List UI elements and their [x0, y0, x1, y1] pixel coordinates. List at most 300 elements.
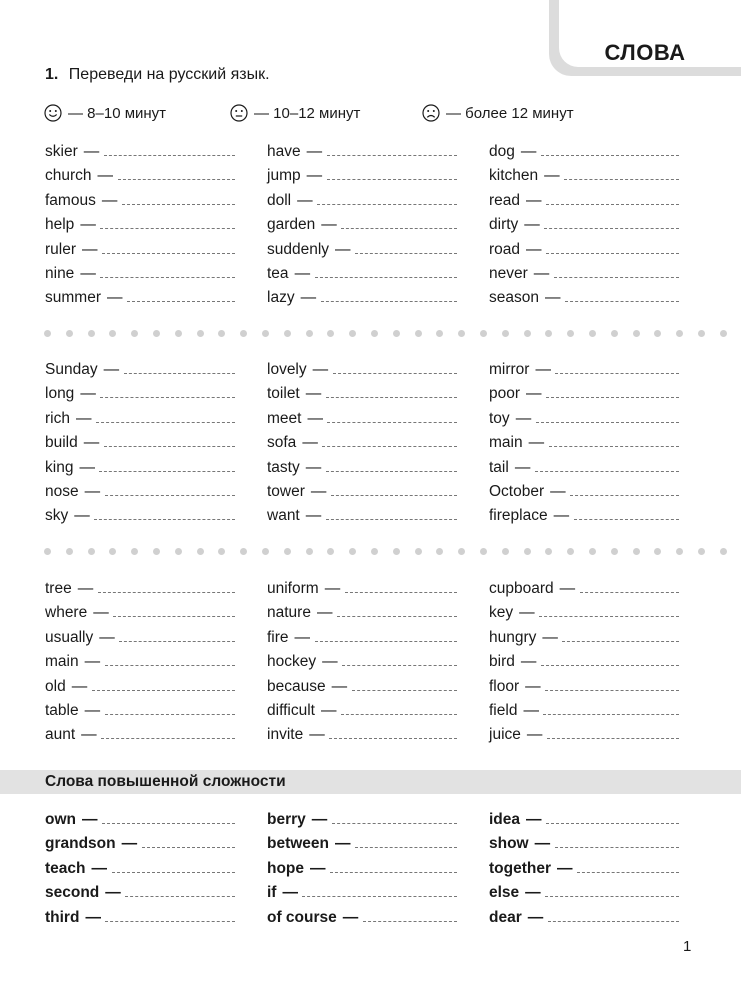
- separator-dot: [44, 548, 51, 555]
- smile-icon: [44, 104, 62, 122]
- answer-blank-line[interactable]: [327, 422, 457, 423]
- dotted-separator: [44, 548, 741, 556]
- word-dash: —: [514, 458, 531, 476]
- separator-dot: [131, 548, 138, 555]
- word-entry: [489, 167, 560, 185]
- word-entry: [489, 580, 575, 598]
- answer-blank-line[interactable]: [104, 155, 235, 156]
- english-word: season: [489, 289, 539, 307]
- word-entry: [45, 361, 119, 379]
- word-entry: [45, 265, 96, 283]
- separator-dot: [720, 548, 727, 555]
- answer-blank-line[interactable]: [355, 253, 457, 254]
- english-word: church: [45, 167, 92, 185]
- english-word: grandson: [45, 835, 116, 853]
- english-word: between: [267, 835, 330, 853]
- word-entry: [267, 361, 328, 379]
- task-number: 1.: [45, 66, 59, 83]
- answer-blank-line[interactable]: [100, 397, 235, 398]
- word-dash: —: [82, 811, 98, 828]
- word-entry: [45, 909, 101, 927]
- word-dash: —: [77, 580, 94, 597]
- separator-dot: [66, 330, 73, 337]
- english-word: if: [267, 884, 277, 902]
- english-word: main: [45, 653, 79, 671]
- separator-dot: [502, 330, 509, 337]
- english-word: where: [45, 604, 88, 622]
- english-word: own: [45, 811, 76, 828]
- word-entry: [45, 860, 107, 878]
- english-word: meet: [267, 409, 302, 427]
- word-entry: [45, 702, 100, 720]
- answer-blank-line[interactable]: [544, 228, 679, 229]
- word-entry: [45, 483, 100, 501]
- answer-blank-line[interactable]: [321, 301, 457, 302]
- english-word: summer: [45, 289, 101, 307]
- word-entry: [45, 434, 99, 452]
- word-dash: —: [311, 811, 328, 828]
- english-word: idea: [489, 811, 521, 828]
- answer-blank-line[interactable]: [326, 471, 457, 472]
- english-word: juice: [489, 726, 521, 744]
- english-word: kitchen: [489, 167, 539, 185]
- english-word: nose: [45, 483, 79, 500]
- timing-item: [422, 104, 574, 122]
- answer-blank-line[interactable]: [541, 155, 679, 156]
- separator-dot: [284, 330, 291, 337]
- separator-dot: [654, 548, 661, 555]
- word-entry: [489, 678, 541, 696]
- separator-dot: [327, 330, 334, 337]
- separator-dot: [218, 330, 225, 337]
- answer-blank-line[interactable]: [122, 204, 235, 205]
- answer-blank-line[interactable]: [101, 738, 235, 739]
- answer-blank-line[interactable]: [543, 714, 679, 715]
- word-entry: [489, 702, 539, 720]
- word-entry: [489, 216, 540, 234]
- timing-text: — более 12 минут: [446, 104, 574, 122]
- answer-blank-line[interactable]: [546, 253, 679, 254]
- word-dash: —: [80, 265, 96, 282]
- english-word: else: [489, 884, 520, 902]
- answer-blank-line[interactable]: [330, 872, 457, 873]
- answer-blank-line[interactable]: [574, 519, 679, 520]
- answer-blank-line[interactable]: [105, 495, 235, 496]
- separator-dot: [676, 330, 683, 337]
- answer-blank-line[interactable]: [329, 738, 457, 739]
- word-entry: [267, 434, 318, 452]
- word-dash: —: [99, 628, 115, 646]
- separator-dot: [654, 330, 661, 337]
- separator-dot: [175, 548, 182, 555]
- answer-blank-line[interactable]: [315, 277, 457, 278]
- word-dash: —: [528, 434, 545, 452]
- word-dash: —: [300, 289, 317, 307]
- answer-blank-line[interactable]: [124, 373, 235, 374]
- word-entry: [489, 811, 542, 829]
- word-dash: —: [535, 361, 551, 378]
- english-word: suddenly: [267, 240, 330, 258]
- answer-blank-line[interactable]: [113, 616, 235, 617]
- answer-blank-line[interactable]: [577, 872, 679, 873]
- separator-dot: [262, 548, 269, 555]
- word-dash: —: [519, 604, 535, 622]
- answer-blank-line[interactable]: [92, 690, 235, 691]
- english-word: hockey: [267, 653, 317, 671]
- english-word: difficult: [267, 702, 315, 719]
- english-word: hungry: [489, 628, 537, 646]
- answer-blank-line[interactable]: [341, 228, 457, 229]
- separator-dot: [415, 330, 422, 337]
- word-entry: [45, 726, 97, 744]
- word-entry: [267, 507, 321, 525]
- word-dash: —: [83, 143, 100, 160]
- answer-blank-line[interactable]: [549, 446, 679, 447]
- separator-dot: [371, 330, 378, 337]
- answer-blank-line[interactable]: [342, 665, 457, 666]
- english-word: nature: [267, 604, 311, 622]
- answer-blank-line[interactable]: [539, 616, 679, 617]
- word-dash: —: [305, 385, 322, 403]
- separator-dot: [611, 548, 618, 555]
- answer-blank-line[interactable]: [99, 471, 235, 472]
- answer-blank-line[interactable]: [118, 179, 235, 180]
- word-dash: —: [525, 884, 541, 902]
- answer-blank-line[interactable]: [541, 665, 679, 666]
- word-entry: [267, 265, 310, 283]
- english-word: have: [267, 143, 301, 160]
- separator-dot: [502, 548, 509, 555]
- answer-blank-line[interactable]: [125, 896, 235, 897]
- english-word: old: [45, 677, 66, 695]
- word-dash: —: [93, 604, 109, 622]
- word-dash: —: [83, 434, 100, 452]
- word-dash: —: [97, 167, 114, 185]
- answer-blank-line[interactable]: [142, 847, 235, 848]
- word-entry: [489, 459, 530, 477]
- answer-blank-line[interactable]: [345, 592, 457, 593]
- word-dash: —: [316, 604, 333, 622]
- english-word: skier: [45, 143, 78, 160]
- word-entry: [267, 410, 323, 428]
- word-dash: —: [553, 507, 570, 525]
- word-entry: [45, 192, 117, 210]
- separator-dot: [676, 548, 683, 555]
- english-word: of course: [267, 908, 337, 926]
- separator-dot: [371, 548, 378, 555]
- word-dash: —: [557, 859, 573, 877]
- answer-blank-line[interactable]: [565, 301, 679, 302]
- word-entry: [45, 289, 122, 307]
- english-word: table: [45, 702, 79, 719]
- answer-blank-line[interactable]: [545, 690, 679, 691]
- english-word: tree: [45, 580, 72, 597]
- word-dash: —: [71, 677, 88, 695]
- word-dash: —: [524, 216, 540, 234]
- answer-blank-line[interactable]: [548, 921, 679, 922]
- english-word: jump: [267, 167, 301, 185]
- answer-blank-line[interactable]: [546, 823, 679, 824]
- word-dash: —: [82, 240, 98, 258]
- answer-blank-line[interactable]: [96, 422, 235, 423]
- separator-dot: [458, 330, 465, 337]
- word-dash: —: [306, 167, 323, 185]
- english-word: berry: [267, 811, 306, 828]
- frown-icon: [422, 104, 440, 122]
- word-entry: [267, 192, 313, 210]
- word-dash: —: [302, 434, 318, 452]
- word-entry: [45, 884, 121, 902]
- word-dash: —: [75, 409, 92, 427]
- separator-dot: [545, 330, 552, 337]
- word-entry: [267, 678, 347, 696]
- word-entry: [489, 909, 543, 927]
- separator-dot: [480, 330, 487, 337]
- answer-blank-line[interactable]: [545, 896, 679, 897]
- separator-dot: [415, 548, 422, 555]
- answer-blank-line[interactable]: [564, 179, 679, 180]
- word-entry: [45, 629, 115, 647]
- word-entry: [489, 483, 566, 501]
- answer-blank-line[interactable]: [341, 714, 457, 715]
- answer-blank-line[interactable]: [317, 204, 457, 205]
- word-entry: [267, 884, 298, 902]
- word-entry: [489, 884, 541, 902]
- word-entry: [45, 678, 87, 696]
- answer-blank-line[interactable]: [104, 446, 235, 447]
- english-word: toilet: [267, 385, 300, 403]
- english-word: read: [489, 191, 521, 209]
- separator-dot: [131, 330, 138, 337]
- answer-blank-line[interactable]: [554, 277, 679, 278]
- word-dash: —: [282, 884, 298, 902]
- english-word: fire: [267, 628, 289, 646]
- word-entry: [489, 289, 560, 307]
- english-word: floor: [489, 677, 520, 695]
- word-entry: [489, 653, 536, 671]
- separator-dot: [306, 330, 313, 337]
- english-word: want: [267, 507, 300, 525]
- english-word: ruler: [45, 240, 77, 258]
- word-entry: [45, 216, 96, 234]
- answer-blank-line[interactable]: [327, 179, 457, 180]
- separator-dot: [88, 548, 95, 555]
- word-dash: —: [310, 483, 327, 500]
- answer-blank-line[interactable]: [352, 690, 457, 691]
- word-entry: [267, 629, 310, 647]
- answer-blank-line[interactable]: [105, 714, 235, 715]
- english-word: build: [45, 434, 78, 452]
- word-entry: [45, 459, 95, 477]
- word-entry: [267, 483, 326, 501]
- answer-blank-line[interactable]: [119, 641, 235, 642]
- english-word: never: [489, 265, 528, 282]
- word-dash: —: [523, 702, 539, 719]
- english-word: king: [45, 458, 74, 476]
- word-dash: —: [559, 580, 576, 597]
- timing-text: — 8–10 минут: [68, 104, 167, 122]
- answer-blank-line[interactable]: [355, 847, 457, 848]
- word-entry: [267, 811, 327, 829]
- word-dash: —: [310, 859, 326, 877]
- separator-dot: [240, 330, 247, 337]
- word-entry: [45, 811, 98, 829]
- answer-blank-line[interactable]: [322, 446, 457, 447]
- english-word: tail: [489, 458, 509, 476]
- answer-blank-line[interactable]: [112, 872, 235, 873]
- separator-dot: [480, 548, 487, 555]
- word-entry: [267, 604, 332, 622]
- word-entry: [267, 459, 321, 477]
- separator-dot: [44, 330, 51, 337]
- answer-blank-line[interactable]: [562, 641, 679, 642]
- english-word: nine: [45, 265, 75, 282]
- english-word: usually: [45, 628, 94, 646]
- answer-blank-line[interactable]: [547, 738, 679, 739]
- word-entry: [489, 241, 542, 259]
- answer-blank-line[interactable]: [302, 896, 457, 897]
- separator-dot: [349, 548, 356, 555]
- word-dash: —: [520, 653, 537, 671]
- word-dash: —: [79, 458, 95, 476]
- word-dash: —: [106, 289, 123, 307]
- separator-dot: [567, 330, 574, 337]
- answer-blank-line[interactable]: [363, 921, 457, 922]
- english-word: dirty: [489, 216, 519, 234]
- answer-blank-line[interactable]: [555, 373, 679, 374]
- word-entry: [267, 216, 337, 234]
- answer-blank-line[interactable]: [100, 277, 235, 278]
- answer-blank-line[interactable]: [570, 495, 679, 496]
- word-entry: [45, 835, 137, 853]
- word-dash: —: [306, 143, 323, 160]
- word-dash: —: [526, 191, 542, 209]
- english-word: tea: [267, 265, 289, 282]
- word-entry: [267, 909, 358, 927]
- english-word: mirror: [489, 361, 530, 378]
- answer-blank-line[interactable]: [333, 373, 457, 374]
- word-dash: —: [342, 908, 359, 926]
- english-word: main: [489, 434, 523, 452]
- word-dash: —: [305, 507, 322, 525]
- word-entry: [489, 507, 569, 525]
- word-entry: [45, 241, 98, 259]
- answer-blank-line[interactable]: [127, 301, 235, 302]
- english-word: third: [45, 908, 80, 926]
- word-entry: [267, 860, 326, 878]
- word-dash: —: [305, 458, 322, 476]
- separator-dot: [349, 330, 356, 337]
- separator-dot: [284, 548, 291, 555]
- word-entry: [489, 434, 544, 452]
- english-word: key: [489, 604, 514, 622]
- separator-dot: [589, 548, 596, 555]
- english-word: rich: [45, 409, 70, 427]
- separator-dot: [436, 548, 443, 555]
- word-entry: [267, 835, 351, 853]
- word-dash: —: [294, 628, 311, 646]
- word-dash: —: [526, 811, 542, 828]
- word-dash: —: [309, 726, 325, 744]
- answer-blank-line[interactable]: [546, 397, 679, 398]
- word-entry: [267, 653, 338, 671]
- word-dash: —: [80, 385, 96, 403]
- separator-dot: [393, 330, 400, 337]
- answer-blank-line[interactable]: [555, 847, 679, 848]
- word-dash: —: [121, 835, 138, 853]
- answer-blank-line[interactable]: [580, 592, 679, 593]
- separator-dot: [545, 548, 552, 555]
- word-dash: —: [321, 216, 337, 234]
- english-word: because: [267, 677, 326, 695]
- english-word: famous: [45, 191, 96, 209]
- word-entry: [45, 385, 96, 403]
- word-entry: [489, 143, 536, 161]
- english-word: garden: [267, 216, 316, 234]
- word-dash: —: [84, 702, 101, 719]
- separator-dot: [197, 548, 204, 555]
- word-dash: —: [74, 507, 90, 525]
- dotted-separator: [44, 330, 741, 338]
- word-dash: —: [550, 483, 566, 500]
- word-dash: —: [312, 361, 329, 378]
- english-word: lazy: [267, 289, 295, 307]
- english-word: uniform: [267, 580, 319, 597]
- answer-blank-line[interactable]: [331, 495, 457, 496]
- answer-blank-line[interactable]: [98, 592, 235, 593]
- answer-blank-line[interactable]: [105, 665, 235, 666]
- word-dash: —: [544, 167, 560, 185]
- english-word: invite: [267, 726, 304, 744]
- word-dash: —: [105, 884, 121, 902]
- answer-blank-line[interactable]: [326, 519, 457, 520]
- answer-blank-line[interactable]: [102, 253, 235, 254]
- separator-dot: [218, 548, 225, 555]
- word-entry: [489, 604, 535, 622]
- english-word: field: [489, 702, 518, 719]
- english-word: dog: [489, 143, 515, 160]
- neutral-face-icon: [230, 104, 248, 122]
- answer-blank-line[interactable]: [546, 204, 679, 205]
- word-dash: —: [544, 289, 561, 307]
- answer-blank-line[interactable]: [326, 397, 457, 398]
- word-dash: —: [526, 240, 542, 258]
- answer-blank-line[interactable]: [337, 616, 457, 617]
- answer-blank-line[interactable]: [535, 471, 679, 472]
- timing-item: [230, 104, 360, 122]
- separator-dot: [153, 330, 160, 337]
- separator-dot: [88, 330, 95, 337]
- word-entry: [489, 410, 531, 428]
- word-dash: —: [84, 483, 101, 500]
- word-dash: —: [307, 409, 323, 427]
- english-word: sofa: [267, 434, 297, 452]
- word-entry: [267, 702, 336, 720]
- answer-blank-line[interactable]: [94, 519, 235, 520]
- answer-blank-line[interactable]: [315, 641, 457, 642]
- word-dash: —: [533, 265, 550, 282]
- answer-blank-line[interactable]: [332, 823, 457, 824]
- answer-blank-line[interactable]: [327, 155, 457, 156]
- word-dash: —: [103, 361, 120, 378]
- answer-blank-line[interactable]: [102, 823, 235, 824]
- answer-blank-line[interactable]: [536, 422, 679, 423]
- separator-dot: [109, 330, 116, 337]
- word-dash: —: [525, 677, 541, 695]
- word-dash: —: [81, 726, 97, 744]
- answer-blank-line[interactable]: [105, 921, 235, 922]
- answer-blank-line[interactable]: [100, 228, 235, 229]
